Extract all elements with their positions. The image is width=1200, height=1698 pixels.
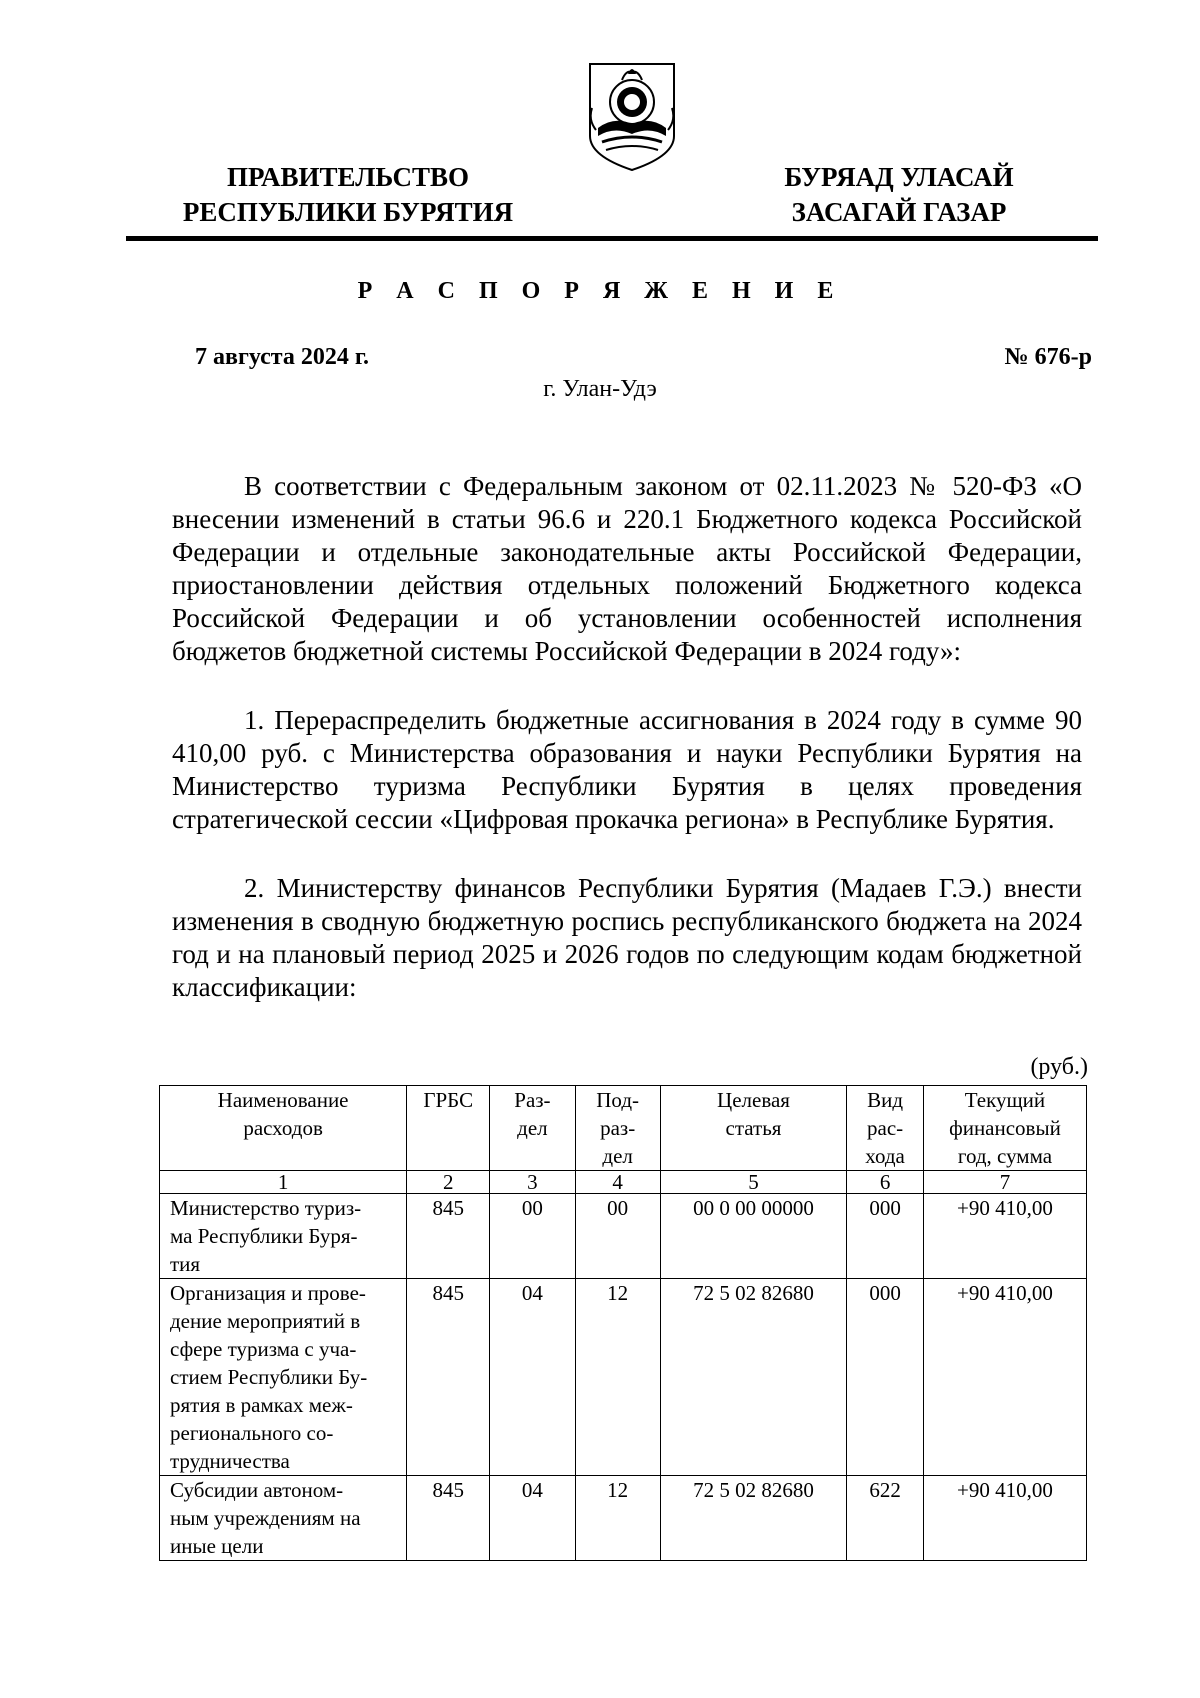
expense-type-cell: 622 [847, 1476, 924, 1561]
coat-of-arms-icon [584, 58, 680, 176]
expense-name-cell [160, 1194, 407, 1279]
grbs-cell: 845 [407, 1476, 490, 1561]
org-name-buryat [754, 160, 1044, 230]
target-article-cell: 72 5 02 82680 [660, 1279, 846, 1476]
column-number: 1 [160, 1171, 407, 1194]
expense-name-line: дение мероприятий в [170, 1309, 361, 1333]
table-header-row [160, 1086, 1087, 1171]
header-cell: ГРБС [407, 1086, 490, 1171]
header-cell: Под- раз- дел [575, 1086, 660, 1171]
expense-name-line: ма Республики Буря- [170, 1224, 358, 1248]
grbs-cell: 845 [407, 1194, 490, 1279]
header-cell: Текущий финансовый год, сумма [923, 1086, 1086, 1171]
header-cell: Раз- дел [490, 1086, 575, 1171]
expense-name-line: Организация и прове- [170, 1281, 366, 1305]
column-number: 2 [407, 1171, 490, 1194]
column-number: 4 [575, 1171, 660, 1194]
table-unit: (руб.) [1030, 1054, 1088, 1080]
expense-type-cell: 000 [847, 1279, 924, 1476]
podrazdel-cell: 12 [575, 1476, 660, 1561]
razdel-cell: 04 [490, 1476, 575, 1561]
expense-name-line: трудничества [170, 1449, 290, 1473]
expense-name-line: ным учреждениям на [170, 1506, 361, 1530]
expense-name-line: Министерство туриз- [170, 1196, 362, 1220]
podrazdel-cell: 12 [575, 1279, 660, 1476]
target-article-cell: 72 5 02 82680 [660, 1476, 846, 1561]
header-cell: Целевая статья [660, 1086, 846, 1171]
header-cell: Наименование расходов [160, 1086, 407, 1171]
expense-name-line: сфере туризма с уча- [170, 1337, 357, 1361]
podrazdel-cell: 00 [575, 1194, 660, 1279]
expense-name-cell [160, 1476, 407, 1561]
column-number: 5 [660, 1171, 846, 1194]
expense-name-line: рятия в рамках меж- [170, 1393, 353, 1417]
document-city: г. Улан-Удэ [543, 376, 657, 402]
org-name-line: РЕСПУБЛИКИ БУРЯТИЯ [182, 197, 514, 227]
amount-cell: +90 410,00 [923, 1279, 1086, 1476]
org-name-russian [168, 160, 528, 230]
document-number: № 676-р [1004, 344, 1092, 370]
expense-type-cell: 000 [847, 1194, 924, 1279]
expense-name-line: Субсидии автоном- [170, 1478, 344, 1502]
org-name-line: ЗАСАГАЙ ГАЗАР [791, 197, 1007, 227]
org-name-line: БУРЯАД УЛАСАЙ [784, 162, 1014, 192]
table-row [160, 1476, 1087, 1561]
org-name-line: ПРАВИТЕЛЬСТВО [226, 162, 470, 192]
header-cell: Вид рас- хода [847, 1086, 924, 1171]
document-date: 7 августа 2024 г. [195, 344, 370, 370]
expense-name-line: тия [170, 1252, 201, 1276]
amount-cell: +90 410,00 [923, 1194, 1086, 1279]
preamble-paragraph: В соответствии с Федеральным законом от 02.11.2023 № 520-ФЗ «О внесении изменений в статьи 96.6 и 220.1 Бюджетного кодекса Российской Федерации и отдельные законодательные акты Российской Федерации, приостановлении действия отдельных положений Бюджетного кодекса Российской Федерации и об установлении особенностей исполнения бюджетов бюджетной системы Российской Федерации в 2024 году»: [172, 471, 1082, 666]
target-article-cell: 00 0 00 00000 [660, 1194, 846, 1279]
column-number: 3 [490, 1171, 575, 1194]
amount-cell: +90 410,00 [923, 1476, 1086, 1561]
column-number: 6 [847, 1171, 924, 1194]
item-1-paragraph: 1. Перераспределить бюджетные ассигнования в 2024 году в сумме 90 410,00 руб. с Министерства образования и науки Республики Бурятия на Министерство туризма Республики Бурятия в целях проведения стратегической сессии «Цифровая прокачка региона» в Республике Бурятия. [172, 705, 1082, 834]
item-2-paragraph: 2. Министерству финансов Республики Бурятия (Мадаев Г.Э.) внести изменения в сводную бюджетную роспись республиканского бюджета на 2024 год и на плановый период 2025 и 2026 годов по следующим кодам бюджетной классификации: [172, 873, 1082, 1002]
expense-name-line: иные цели [170, 1534, 264, 1558]
budget-table [159, 1085, 1087, 1561]
column-number-row [160, 1171, 1087, 1194]
table-row [160, 1194, 1087, 1279]
column-number: 7 [923, 1171, 1086, 1194]
grbs-cell: 845 [407, 1279, 490, 1476]
expense-name-line: регионального со- [170, 1421, 334, 1445]
document-type: Р А С П О Р Я Ж Е Н И Е [357, 278, 843, 304]
razdel-cell: 00 [490, 1194, 575, 1279]
expense-name-line: стием Республики Бу- [170, 1365, 368, 1389]
header-divider [126, 236, 1098, 241]
table-row [160, 1279, 1087, 1476]
expense-name-cell [160, 1279, 407, 1476]
razdel-cell: 04 [490, 1279, 575, 1476]
